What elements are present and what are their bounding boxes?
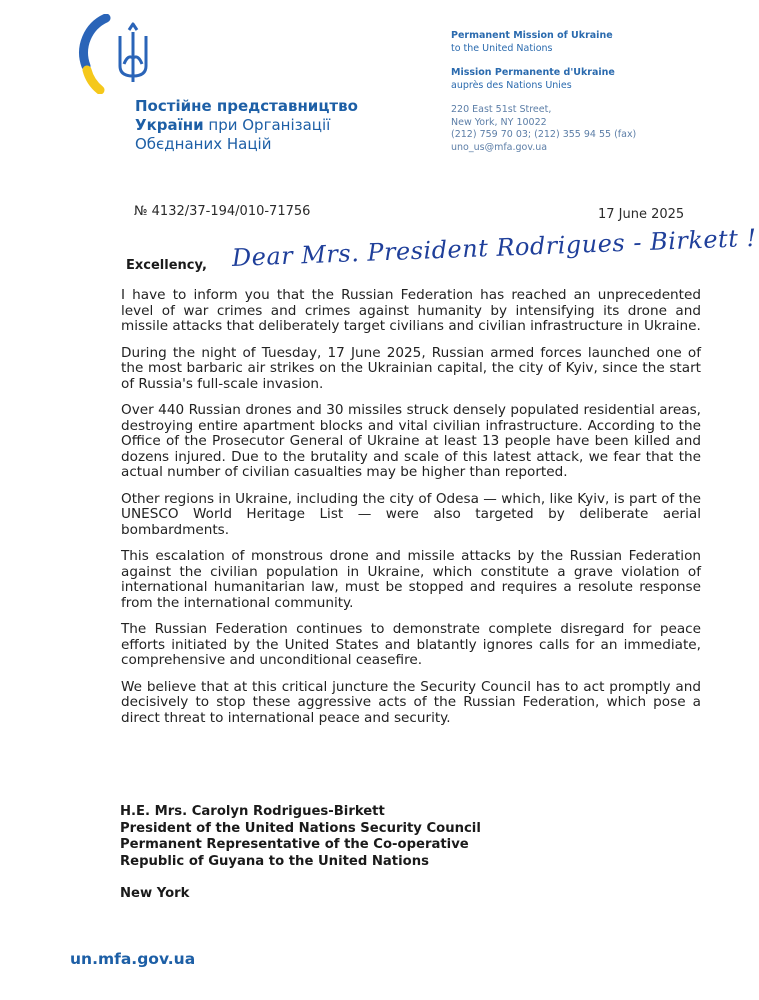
addressee-block xyxy=(120,804,520,870)
org-ua-line2-bold: України xyxy=(135,116,204,134)
org-ua-line3: Обєднаних Націй xyxy=(135,135,272,153)
addressee-role-cont: Republic of Guyana to the United Nations xyxy=(120,853,429,869)
address-phone: (212) 759 70 03; (212) 355 94 55 (fax) xyxy=(451,129,637,140)
body-paragraph: This escalation of monstrous drone and missile attacks by the Russian Federation against the civilian population in Ukraine, which constitute a grave violation of international humanitarian law, must be stopped and requires a resolute response from the international community. xyxy=(121,548,701,611)
salutation: Excellency, xyxy=(126,258,207,273)
body-paragraph: Over 440 Russian drones and 30 missiles struck densely populated residential areas, destroying entire apartment blocks and vital civilian infrastructure. According to the Office of the Prosecutor General of Ukraine at least 13 people have been killed and dozens injured. Due to the brutality and scale of this latest attack, we fear that the actual number of civilian casualties may be higher than reported. xyxy=(121,402,701,480)
mission-letterhead xyxy=(451,30,751,154)
body-paragraph: I have to inform you that the Russian Federation has reached an unprecedented level of war crimes and crimes against humanity by intensifying its drone and missile attacks that deliberately target civilians and civilian infrastructure in Ukraine. xyxy=(121,287,701,334)
body-paragraph: We believe that at this critical juncture the Security Council has to act promptly and decisively to stop these aggressive acts of the Russian Federation, which pose a direct threat to international peace and security. xyxy=(121,678,701,726)
body-paragraph: Other regions in Ukraine, including the city of Odesa — which, like Kyiv, is part of the UNESCO World Heritage List — were also targeted by deliberate aerial bombardments. xyxy=(121,490,701,538)
letter-body xyxy=(121,288,701,737)
org-name-ukrainian xyxy=(135,97,435,154)
addressee-city: New York xyxy=(120,886,190,901)
addressee-role: Permanent Representative of the Co-operative xyxy=(120,837,469,852)
mission-fr-sub: auprès des Nations Unies xyxy=(451,79,572,91)
address-city: New York, NY 10022 xyxy=(451,116,547,128)
reference-number: № 4132/37-194/010-71756 xyxy=(134,204,311,219)
body-paragraph: During the night of Tuesday, 17 June 2025, Russian armed forces launched one of the most barbaric air strikes on the Ukrainian capital, the city of Kyiv, since the start of Russia's full-scale invasion. xyxy=(121,344,701,392)
handwritten-greeting: Dear Mrs. President Rodrigues - Birkett ! xyxy=(231,223,758,272)
org-ua-line1: Постійне представництво xyxy=(135,97,358,115)
mission-fr-name: Mission Permanente d'Ukraine xyxy=(451,67,615,78)
letter-date: 17 June 2025 xyxy=(598,207,685,222)
addressee-name: H.E. Mrs. Carolyn Rodrigues-Birkett xyxy=(120,804,385,819)
footer-website-link[interactable]: un.mfa.gov.ua xyxy=(70,950,196,968)
address-email: uno_us@mfa.gov.ua xyxy=(451,141,548,153)
org-ua-line2-rest: при Організації xyxy=(203,116,331,134)
address-street: 220 East 51st Street, xyxy=(451,104,552,115)
mission-en-name: Permanent Mission of Ukraine xyxy=(451,30,613,41)
body-paragraph: The Russian Federation continues to demonstrate complete disregard for peace efforts initiated by the United States and blatantly ignores calls for an immediate, comprehensive and unconditional ceasefire. xyxy=(121,621,701,668)
ukraine-emblem-logo xyxy=(78,14,158,94)
addressee-title: President of the United Nations Security Council xyxy=(120,820,481,836)
trident-icon xyxy=(120,24,146,82)
mission-en-sub: to the United Nations xyxy=(451,42,553,54)
